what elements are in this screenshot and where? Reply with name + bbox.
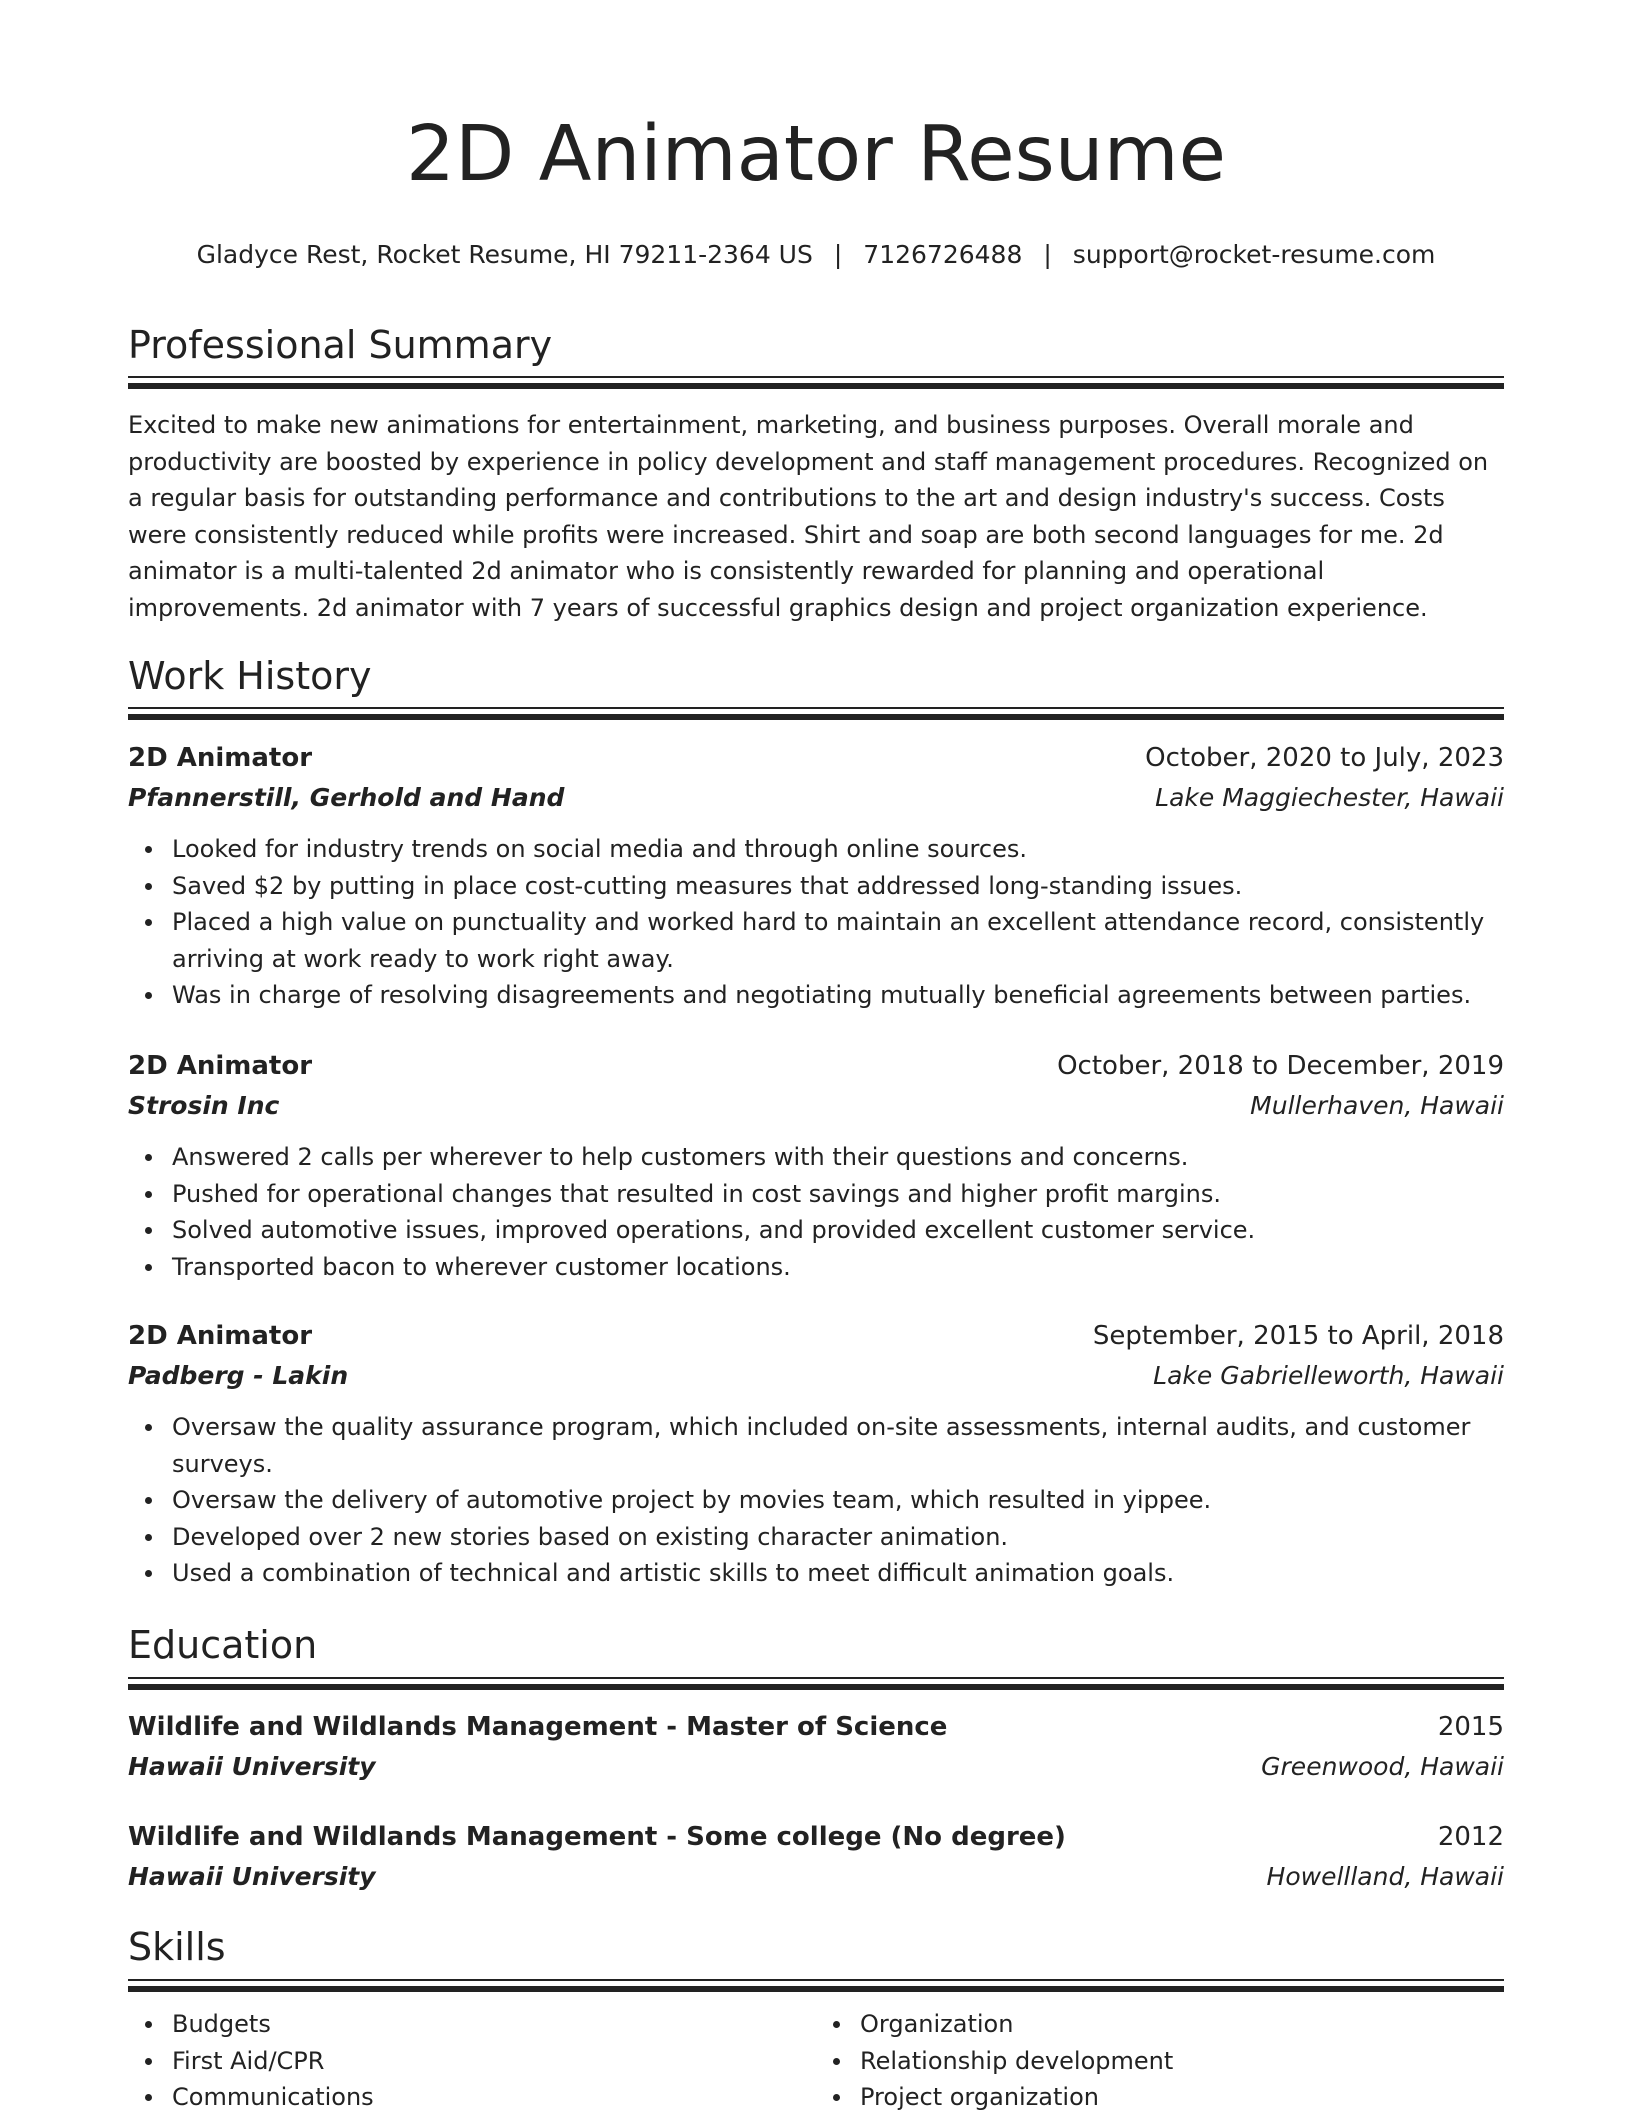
job-entry	[128, 1046, 1504, 1285]
list-item: First Aid/CPR	[172, 2043, 816, 2080]
list-item: Used a combination of technical and artistic skills to meet difficult animation goals.	[172, 1555, 1504, 1592]
section-heading-skills: Skills	[128, 1925, 226, 1969]
list-item: Was in charge of resolving disagreements and negotiating mutually beneficial agreements between parties.	[172, 977, 1504, 1014]
education-school: Hawaii University	[128, 1862, 376, 1891]
job-entry	[128, 1316, 1504, 1592]
contact-separator: |	[833, 240, 843, 269]
job-company: Pfannerstill, Gerhold and Hand	[128, 783, 565, 812]
contact-separator: |	[1043, 240, 1052, 269]
list-item: Relationship development	[860, 2043, 1504, 2080]
section-heading-education: Education	[128, 1623, 318, 1667]
job-bullets	[128, 831, 1504, 1014]
summary-text: Excited to make new animations for entertainment, marketing, and business purposes. Overall morale and productivity are boosted by experience in policy development and staff management procedures. Recognized on a regular basis for outstanding performance and contributions to the art and design industry's success. Costs were consistently reduced while profits were increased. Shirt and soap are both second languages for me. 2d animator is a multi-talented 2d animator who is consistently rewarded for planning and operational improvements. 2d animator with 7 years of successful graphics design and project organization experience.	[128, 411, 1489, 622]
education-degree: Wildlife and Wildlands Management - Some college (No degree)	[128, 1822, 1066, 1852]
contact-phone: 7126726488	[863, 240, 1023, 269]
job-bullets	[128, 1409, 1504, 1592]
education-degree: Wildlife and Wildlands Management - Master of Science	[128, 1712, 948, 1742]
job-title: 2D Animator	[128, 1321, 313, 1351]
education-entry	[128, 1707, 1504, 1787]
section-divider	[128, 1677, 1504, 1689]
skills-list	[128, 2006, 1504, 2116]
list-item: Developed over 2 new stories based on existing character animation.	[172, 1519, 1504, 1556]
list-item: Looked for industry trends on social media and through online sources.	[172, 831, 1504, 868]
job-dates: October, 2018 to December, 2019	[1057, 1051, 1504, 1081]
list-item: Organization	[860, 2006, 1504, 2043]
education-school: Hawaii University	[128, 1752, 376, 1781]
contact-line	[128, 240, 1504, 269]
list-item: Pushed for operational changes that resulted in cost savings and higher profit margins.	[172, 1176, 1504, 1213]
list-item: Saved $2 by putting in place cost-cutting measures that addressed long-standing issues.	[172, 868, 1504, 905]
education-location: Greenwood, Hawaii	[1261, 1752, 1504, 1781]
job-entry	[128, 738, 1504, 1014]
job-dates: September, 2015 to April, 2018	[1092, 1321, 1504, 1351]
list-item: Solved automotive issues, improved operations, and provided excellent customer service.	[172, 1212, 1504, 1249]
education-year: 2012	[1437, 1822, 1504, 1852]
contact-email: support@rocket-resume.com	[1072, 240, 1436, 269]
list-item: Oversaw the delivery of automotive project by movies team, which resulted in yippee.	[172, 1482, 1504, 1519]
list-item: Transported bacon to wherever customer locations.	[172, 1249, 1504, 1286]
job-company: Padberg - Lakin	[128, 1361, 349, 1390]
section-divider	[128, 376, 1504, 388]
skills-column-left	[128, 2006, 816, 2116]
section-heading-summary: Professional Summary	[128, 323, 553, 367]
list-item: Answered 2 calls per wherever to help customers with their questions and concerns.	[172, 1139, 1504, 1176]
page-title: 2D Animator Resume	[406, 110, 1226, 199]
skills-column-right	[816, 2006, 1504, 2116]
list-item: Oversaw the quality assurance program, which included on-site assessments, internal audits, and customer surveys.	[172, 1409, 1504, 1482]
list-item: Placed a high value on punctuality and worked hard to maintain an excellent attendance record, consistently arriving at work ready to work right away.	[172, 904, 1504, 977]
education-location: Howellland, Hawaii	[1266, 1862, 1504, 1891]
job-title: 2D Animator	[128, 1051, 313, 1081]
section-heading-work-history: Work History	[128, 654, 372, 698]
education-entry	[128, 1817, 1504, 1897]
list-item: Budgets	[172, 2006, 816, 2043]
job-location: Lake Gabrielleworth, Hawaii	[1153, 1361, 1504, 1390]
section-divider	[128, 707, 1504, 719]
job-location: Mullerhaven, Hawaii	[1250, 1091, 1504, 1120]
section-divider	[128, 1979, 1504, 1991]
education-year: 2015	[1437, 1712, 1504, 1742]
job-location: Lake Maggiechester, Hawaii	[1155, 783, 1504, 812]
job-dates: October, 2020 to July, 2023	[1145, 743, 1504, 773]
job-company: Strosin Inc	[128, 1091, 280, 1120]
job-title: 2D Animator	[128, 743, 313, 773]
list-item: Communications	[172, 2079, 816, 2116]
list-item: Project organization	[860, 2079, 1504, 2116]
contact-address: Gladyce Rest, Rocket Resume, HI 79211-2364 US	[196, 240, 813, 269]
job-bullets	[128, 1139, 1504, 1285]
